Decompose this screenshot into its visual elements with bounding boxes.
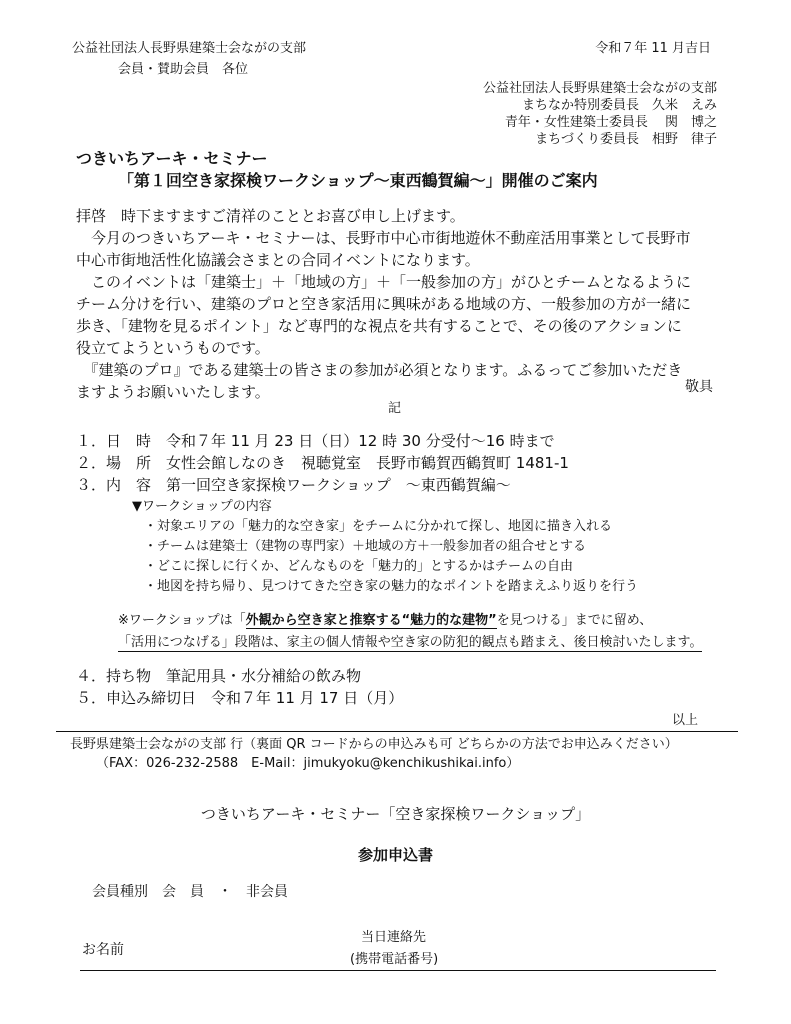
recipients: 会員・賛助会員 各位 [118, 62, 249, 77]
title-series: つきいちアーキ・セミナー [76, 149, 268, 168]
name-label: お名前 [82, 942, 124, 958]
body-line: ますようお願いいたします。 [76, 383, 270, 401]
contact-info: （FAX：026-232-2588 E-Mail：jimukyoku@kenchikushikai.info） [96, 756, 520, 771]
body-line: 今月のつきいちアーキ・セミナーは、長野市中心市街地遊休不動産活用事業として長野市 [76, 229, 691, 247]
body-text [76, 205, 716, 403]
body-line: このイベントは「建築士」＋「地域の方」＋「一般参加の方」がひとチームとなるように [76, 273, 692, 291]
detail-venue: ２．場 所 女性会館しなのき 視聴覚室 長野市鶴賀西鶴賀町 1481-1 [76, 454, 569, 472]
section-divider [56, 731, 738, 732]
sender-line: 青年・女性建築士委員長 関 博之 [504, 115, 717, 130]
name-field-line[interactable] [80, 970, 716, 971]
closing-keigu: 敬具 [685, 379, 713, 395]
sender-line: まちづくり委員長 相野 律子 [535, 132, 717, 147]
body-line: 歩き、「建物を見るポイント」など専門的な視点を共有することで、その後のアクションに [76, 317, 682, 335]
body-line: 中心市街地活性化協議会さまとの合同イベントになります。 [76, 251, 480, 269]
form-title: つきいちアーキ・セミナー「空き家探検ワークショップ」 [200, 805, 591, 823]
detail-deadline: ５．申込み締切日 令和７年 11 月 17 日（月） [76, 689, 404, 707]
issuer-org: 公益社団法人長野県建築士会ながの支部 [72, 41, 307, 56]
ws-item: ・チームは建築士（建物の専門家）＋地域の方＋一般参加者の組合せとする [144, 539, 587, 554]
contact-label: 当日連絡先 [361, 930, 427, 945]
body-line: 『建築のプロ』である建築士の皆さまの参加が必須となります。ふるってご参加いただき [76, 361, 683, 379]
title-main: 「第１回空き家探検ワークショップ～東西鶴賀編～」開催のご案内 [118, 171, 598, 190]
body-line: 役立てようというものです。 [76, 339, 270, 357]
detail-content: ３．内 容 第一回空き家探検ワークショップ ～東西鶴賀編～ [76, 476, 511, 494]
ws-item: ・地図を持ち帰り、見つけてきた空き家の魅力的なポイントを踏まえふり返りを行う [144, 579, 639, 594]
ws-item: ・どこに探しに行くか、どんなものを「魅力的」とするかはチームの自由 [144, 559, 574, 574]
sender-org: 公益社団法人長野県建築士会ながの支部 [482, 81, 717, 96]
sender-line: まちなか特別委員長 久米 えみ [521, 98, 717, 113]
issue-date: 令和７年 11 月吉日 [595, 41, 711, 56]
body-line: 拝啓 時下ますますご清祥のこととお喜び申し上げます。 [76, 207, 465, 225]
ws-item: ・対象エリアの「魅力的な空き家」をチームに分かれて探し、地図に描き入れる [144, 519, 613, 534]
note-pre: ※ワークショップは「 [118, 613, 246, 628]
ki-mark: 記 [388, 401, 402, 416]
phone-label: (携帯電話番号) [350, 952, 439, 967]
detail-belongings: ４．持ち物 筆記用具・水分補給の飲み物 [76, 667, 362, 685]
note-post: を見つける」までに留め、 [496, 613, 653, 628]
member-type-field[interactable]: 会員種別 会 員 ・ 非会員 [92, 884, 288, 900]
body-line: チーム分けを行い、建築のプロと空き家活用に興味がある地域の方、一般参加の方が一緒に [76, 295, 692, 313]
form-subtitle: 参加申込書 [357, 846, 433, 864]
note-line-1 [118, 612, 652, 629]
detail-datetime: １．日 時 令和７年 11 月 23 日（日）12 時 30 分受付～16 時まで [76, 432, 555, 450]
closing-ijou: 以上 [672, 713, 699, 728]
ws-header: ▼ワークショップの内容 [132, 499, 272, 514]
note-emphasis: 外観から空き家と推察する“魅力的な建物” [245, 613, 497, 628]
submit-to: 長野県建築士会ながの支部 行（裏面 QR コードからの申込みも可 どちらかの方法でお申込みください） [70, 737, 678, 752]
note-line-2: 「活用につなげる」段階は、家主の個人情報や空き家の防犯的観点も踏まえ、後日検討いたします。 [118, 635, 703, 650]
